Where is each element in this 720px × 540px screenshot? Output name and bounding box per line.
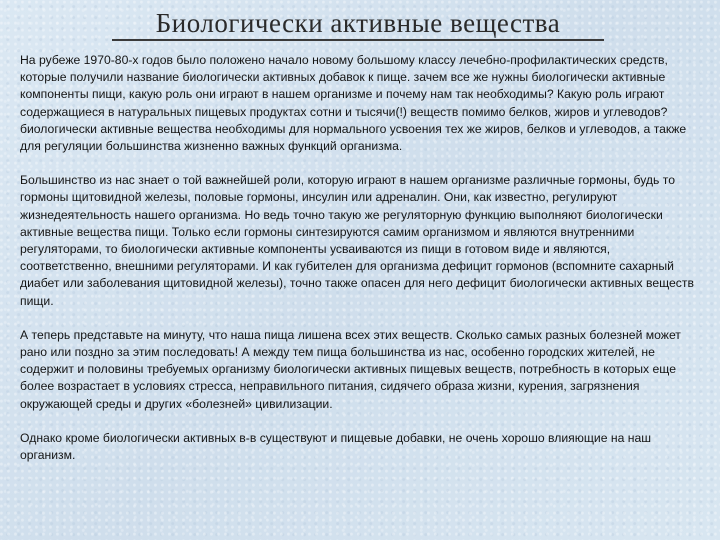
- paragraph-bav-need: биологически активные вещества необходимы для нормального усвоения тех же жиров, белков и углеводов, а также для регуляции большинства жизненно важных функций организма.: [20, 121, 687, 154]
- paragraph-diseases: А теперь представьте на минуту, что наша пища лишена всех этих веществ. Сколько самых разных болезней может рано или поздно за этим последовать! А между тем пища большинства из нас, особенно городских жителей, не содержит и половины требуемых организму биологически активных пищевых веществ, потребность в которых еще более возрастает в условиях стресса, неправильного питания, сидячего образа жизни, курения, загрязнения окружающей среды и других «болезней» цивилизации.: [20, 327, 681, 411]
- paragraph-hormones: Большинство из нас знает о той важнейшей роли, которую играют в нашем организме различные гормоны, будь то гормоны щитовидной железы, половые гормоны, инсулин или адреналин. Они, как известно, регулируют жизнедеятельность нашего организма. Но ведь точно такую же регуляторную функцию выполняют биологически активные вещества пищи. Только если гормоны синтезируются самим организмом и являются внутренними регуляторами, то биологически активные компоненты усваиваются из пищи в готовом виде и являются, соответственно, внешними регуляторами. И как губителен для организма дефицит гормонов (вспомните сахарный диабет или заболевания щитовидной железы), точно также опасен для него дефицит биологически активных веществ пищи.: [20, 173, 694, 308]
- slide-title: Биологически активные вещества: [155, 8, 561, 38]
- paragraph-intro: На рубеже 1970-80-х годов было положено начало новому большому классу лечебно-профилактических средств, которые получили название биологически активных добавок к пище. зачем все же нужны биологически активные компоненты пищи, какую роль они играют в нашем организме и почему нам так необходимы? Какую роль играют содержащиеся в натуральных пищевых продуктах сотни и тысячи(!) веществ помимо белков, жиров и углеводов?: [20, 53, 668, 119]
- paragraph-food-additives: Однако кроме биологически активных в-в существуют и пищевые добавки, не очень хорошо влияющие на наш организм.: [20, 430, 652, 463]
- slide-body: [20, 52, 700, 481]
- title-underline: [112, 39, 604, 41]
